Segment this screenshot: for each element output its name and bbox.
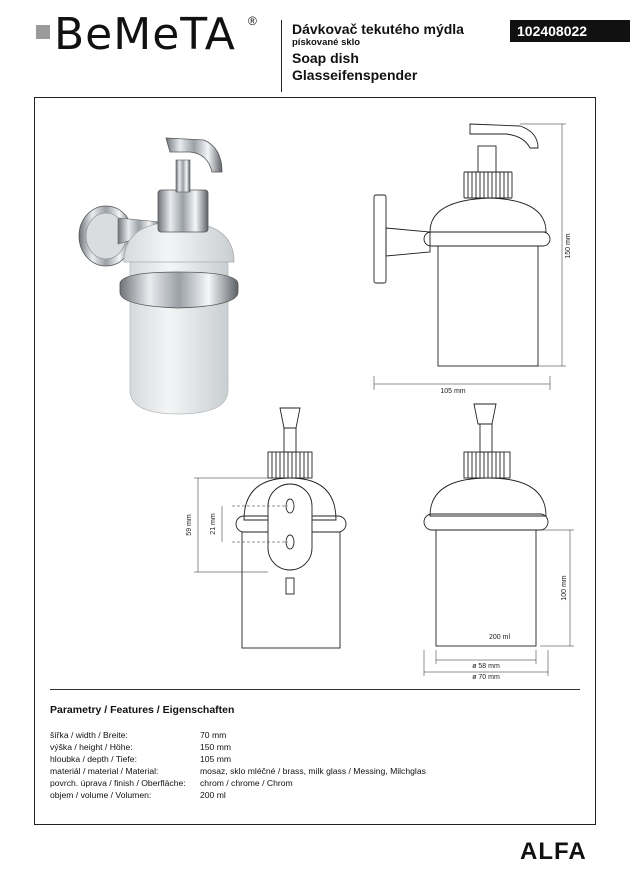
body-height-dimension: 100 mm	[561, 575, 568, 601]
spec-label: hloubka / depth / Tiefe:	[50, 754, 137, 764]
features-divider	[50, 689, 580, 690]
features-title: Parametry / Features / Eigenschaften	[50, 704, 235, 716]
product-photo	[79, 138, 238, 414]
spec-row-width	[50, 729, 426, 741]
spec-value: 105 mm	[200, 754, 232, 764]
spec-row-material	[50, 765, 426, 777]
spec-value: 70 mm	[200, 730, 227, 740]
series-name: ALFA	[520, 838, 587, 865]
depth-dimension: 105 mm	[440, 388, 466, 395]
spec-label: výška / height / Höhe:	[50, 742, 133, 752]
inner-diameter-dimension: ø 58 mm	[472, 663, 500, 670]
spec-label: povrch. úprava / finish / Oberfläche:	[50, 778, 186, 788]
height-dimension: 150 mm	[565, 233, 572, 259]
spec-row-depth	[50, 753, 426, 765]
title-german: Glasseifenspender	[292, 66, 418, 83]
outer-diameter-dimension: ø 70 mm	[472, 674, 500, 681]
mount-spacing-dimension: 21 mm	[210, 513, 217, 535]
title-english: Soap dish	[292, 49, 359, 66]
title-czech: Dávkovač tekutého mýdla	[292, 21, 464, 37]
spec-table	[50, 729, 426, 801]
side-view-drawing	[374, 124, 566, 390]
registered-mark: ®	[248, 14, 257, 28]
subtitle-czech: pískované sklo	[292, 37, 361, 48]
spec-label: šířka / width / Breite:	[50, 730, 128, 740]
spec-value: 200 ml	[200, 790, 226, 800]
mount-height-dimension: 59 mm	[186, 514, 193, 536]
spec-row-finish	[50, 777, 426, 789]
spec-row-volume	[50, 789, 426, 801]
spec-value: chrom / chrome / Chrom	[200, 778, 293, 788]
spec-value: 150 mm	[200, 742, 232, 752]
spec-label: objem / volume / Volumen:	[50, 790, 152, 800]
spec-value: mosaz, sklo mléčné / brass, milk glass / Messing, Milchglas	[200, 766, 426, 776]
brand-logo: BeMeTA	[54, 9, 236, 60]
spec-row-height	[50, 741, 426, 753]
product-code: 102408022	[510, 20, 630, 42]
volume-marking: 200 ml	[488, 634, 510, 641]
spec-label: materiál / material / Material:	[50, 766, 159, 776]
